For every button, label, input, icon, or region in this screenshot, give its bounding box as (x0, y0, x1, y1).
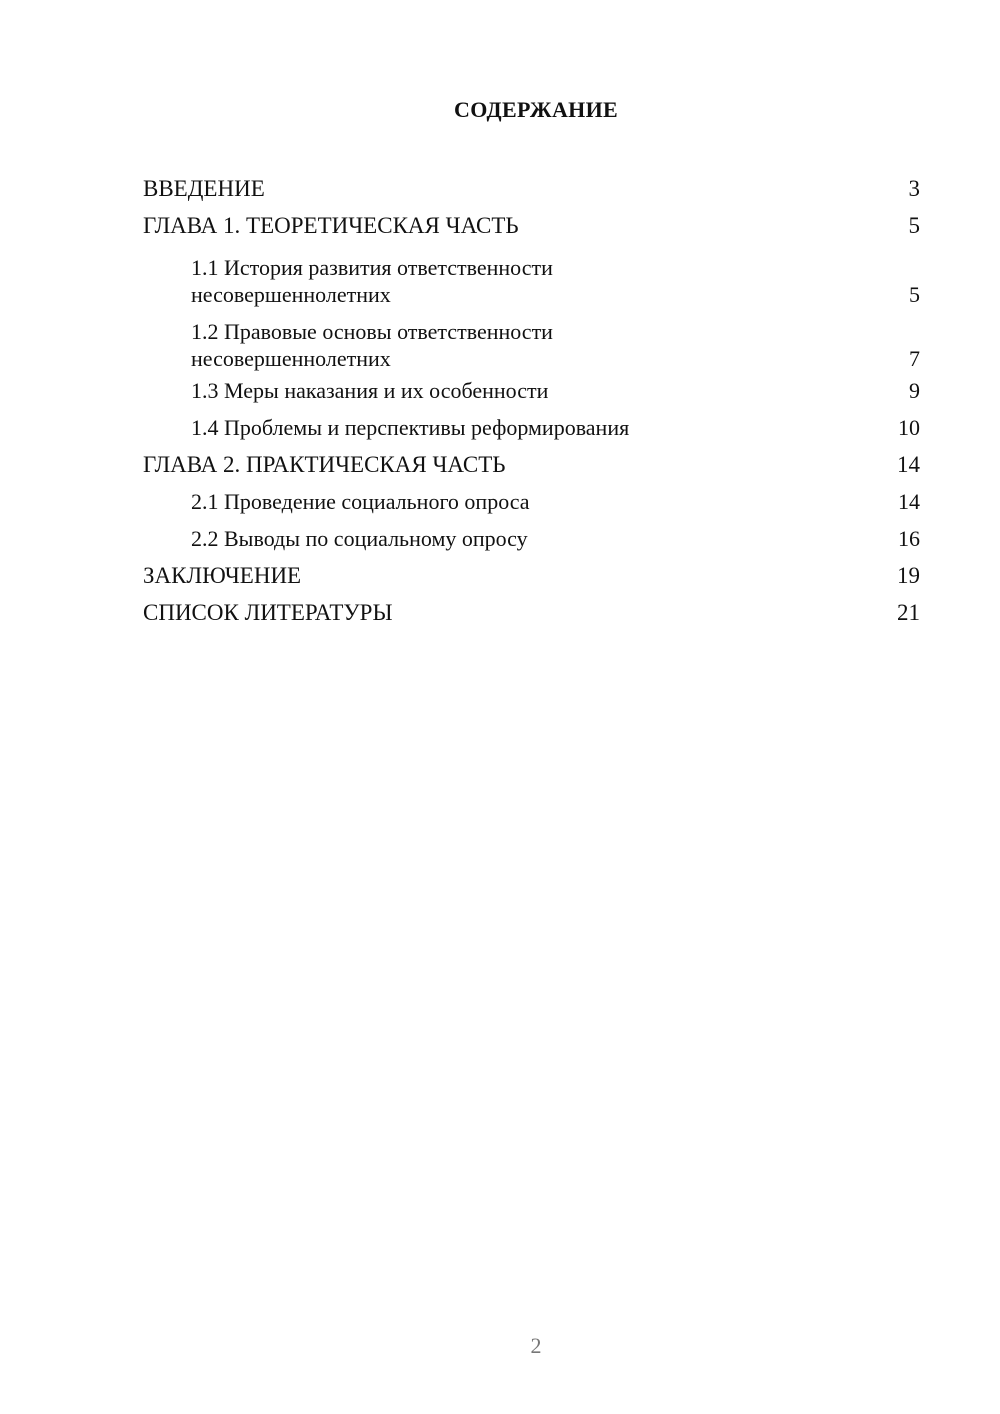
toc-entry-section-1-2 (143, 308, 920, 372)
toc-entry-page: 5 (909, 282, 920, 307)
toc-entry-text: ВВЕДЕНИЕ (143, 176, 265, 201)
toc-entry-bibliography (143, 594, 920, 631)
toc-entry-conclusion (143, 557, 920, 594)
toc-entry-text: ГЛАВА 2. ПРАКТИЧЕСКАЯ ЧАСТЬ (143, 452, 506, 477)
toc-entry-text (191, 318, 641, 372)
toc-entry-chapter-2 (143, 446, 920, 483)
toc-entry-page: 14 (898, 489, 920, 514)
toc-entry-page: 9 (909, 378, 920, 403)
toc-entry-chapter-1 (143, 207, 920, 244)
toc-entry-section-1-1 (143, 244, 920, 308)
toc-entry-text: 1.4 Проблемы и перспективы реформирования (191, 415, 630, 440)
toc-entry-page: 19 (897, 563, 920, 588)
toc-entry-text: ЗАКЛЮЧЕНИЕ (143, 563, 302, 588)
toc-title: СОДЕРЖАНИЕ (454, 97, 618, 122)
toc-entry-page: 3 (908, 176, 920, 201)
toc-entry-text: ГЛАВА 1. ТЕОРЕТИЧЕСКАЯ ЧАСТЬ (143, 213, 519, 238)
toc-entry-page: 14 (897, 452, 920, 477)
page-number: 2 (530, 1333, 542, 1358)
toc-entry-page: 10 (898, 415, 920, 440)
toc-entry-text: 1.3 Меры наказания и их особенности (191, 378, 549, 403)
toc-entry-page: 21 (897, 600, 920, 625)
toc-entry-section-2-2 (143, 520, 920, 557)
toc-entry-section-1-4 (143, 409, 920, 446)
toc-entry-page: 5 (908, 213, 920, 238)
table-of-contents (143, 170, 920, 631)
toc-entry-page: 7 (909, 346, 920, 371)
toc-entry-section-1-3 (143, 372, 920, 409)
toc-entry-text: 2.1 Проведение социального опроса (191, 489, 530, 514)
toc-entry-text-line-1: 1.2 Правовые основы ответственности (191, 319, 553, 344)
toc-entry-text-line-1: 1.1 История развития ответственности (191, 255, 553, 280)
toc-entry-text: СПИСОК ЛИТЕРАТУРЫ (143, 600, 393, 625)
toc-entry-text-line-2: несовершеннолетних (191, 282, 391, 307)
toc-entry-introduction (143, 170, 920, 207)
toc-entry-page: 16 (898, 526, 920, 551)
toc-entry-text: 2.2 Выводы по социальному опросу (191, 526, 528, 551)
toc-entry-text-line-2: несовершеннолетних (191, 346, 391, 371)
toc-entry-text (191, 254, 641, 308)
toc-entry-section-2-1 (143, 483, 920, 520)
